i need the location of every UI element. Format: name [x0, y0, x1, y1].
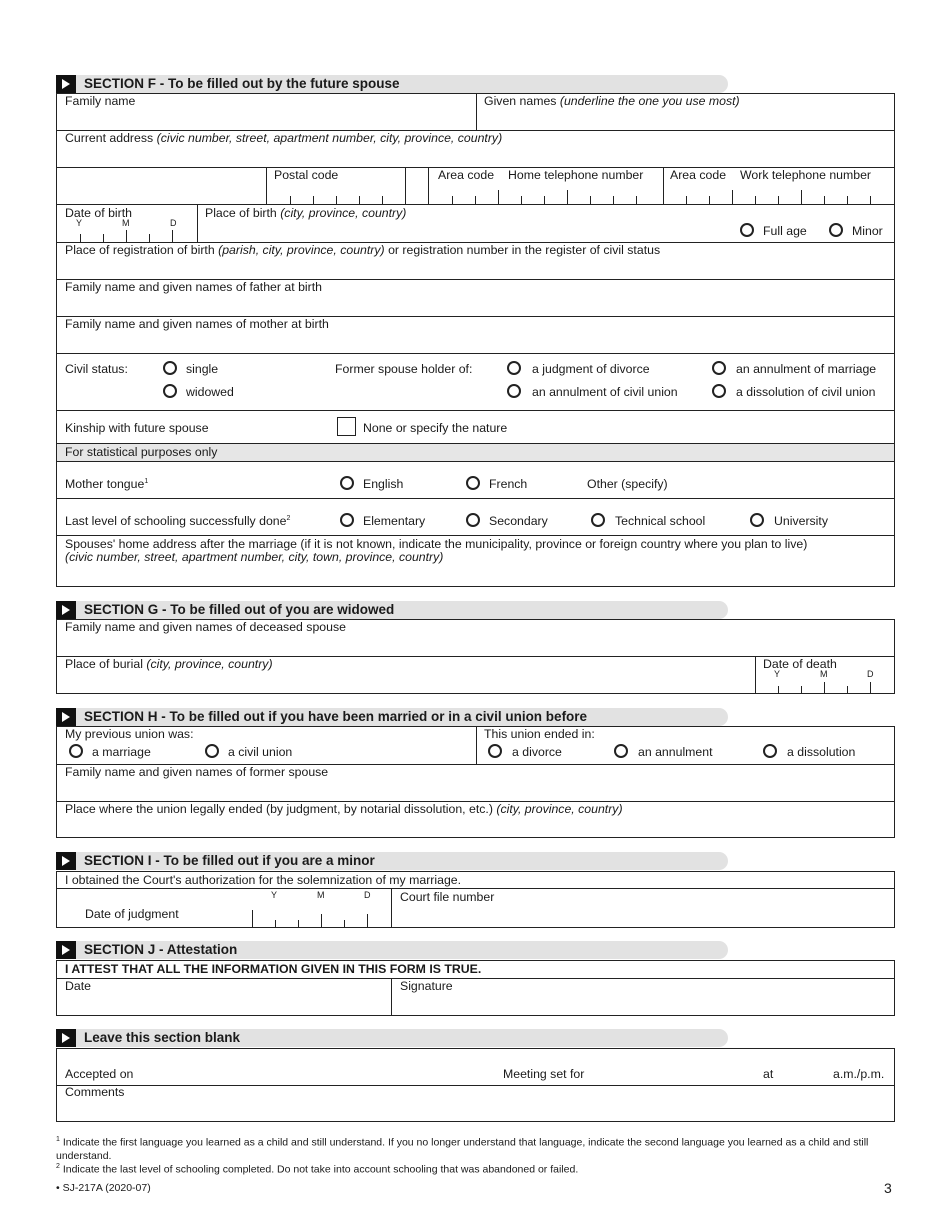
- previous-union-label: My previous union was:: [65, 727, 194, 741]
- day-label: D: [170, 218, 177, 228]
- family-name-label: Family name: [65, 94, 136, 108]
- section-g-header: [56, 601, 728, 619]
- meeting-set-for-label: Meeting set for: [503, 1067, 585, 1081]
- date-of-birth-label: Date of birth: [65, 206, 132, 220]
- current-address-label: Current address: [65, 131, 154, 145]
- work-phone-field[interactable]: [664, 184, 894, 204]
- arrow-icon: [56, 75, 76, 93]
- footnote-2: [56, 1160, 896, 1177]
- place-of-birth-note: (city, province, country): [280, 206, 407, 220]
- kinship-none-label: None or specify the nature: [363, 421, 508, 435]
- university-label: University: [774, 514, 828, 528]
- place-of-birth-field[interactable]: [198, 222, 728, 242]
- area-code-label-1: Area code: [438, 168, 495, 182]
- day-label: D: [867, 669, 874, 679]
- widowed-label: widowed: [186, 385, 234, 399]
- former-spouse-name-label: Family name and given names of former spouse: [65, 765, 329, 779]
- kinship-label: Kinship with future spouse: [65, 421, 209, 435]
- arrow-icon: [56, 708, 76, 726]
- work-phone-label: Work telephone number: [740, 168, 872, 182]
- marriage-label: a marriage: [92, 745, 151, 759]
- kinship-checkbox[interactable]: [337, 417, 356, 436]
- page-number: 3: [884, 1180, 892, 1196]
- postal-code-label: Postal code: [274, 168, 339, 182]
- full-age-label: Full age: [763, 224, 807, 238]
- annulment-marriage-radio[interactable]: [712, 361, 726, 375]
- former-spouse-label: Former spouse holder of:: [335, 362, 473, 376]
- day-label: D: [364, 890, 371, 900]
- section-j-title: SECTION J - Attestation: [84, 942, 238, 957]
- dissolution-label: a dissolution: [787, 745, 856, 759]
- date-field[interactable]: [57, 995, 390, 1015]
- section-i-title: SECTION I - To be filled out if you are a minor: [84, 853, 375, 868]
- university-radio[interactable]: [750, 513, 764, 527]
- section-g-title: SECTION G - To be filled out of you are widowed: [84, 602, 395, 617]
- minor-label: Minor: [852, 224, 883, 238]
- marriage-radio[interactable]: [69, 744, 83, 758]
- place-of-birth-label: Place of birth: [205, 206, 277, 220]
- deceased-field[interactable]: [57, 636, 894, 656]
- year-label: Y: [76, 218, 83, 228]
- french-label: French: [489, 477, 528, 491]
- home-phone-label: Home telephone number: [508, 168, 644, 182]
- dissolution-civil-label: a dissolution of civil union: [736, 385, 876, 399]
- footnote-ref-2: 2: [286, 514, 291, 522]
- civil-status-label: Civil status:: [65, 362, 128, 376]
- section-j-header: [56, 941, 728, 959]
- mother-field[interactable]: [57, 333, 894, 353]
- home-address-label: Spouses' home address after the marriage (if it is not known, indicate the municipality, province or foreign country where you plan to live): [65, 537, 808, 551]
- footnote-1-text: Indicate the first language you learned as a child and still understand. If you no longer understand that language, indicate the second language you learned as a child and still understand.: [56, 1136, 869, 1162]
- signature-label: Signature: [400, 979, 453, 993]
- single-radio[interactable]: [163, 361, 177, 375]
- technical-label: Technical school: [615, 514, 706, 528]
- judgment-divorce-radio[interactable]: [507, 361, 521, 375]
- am-pm-label: a.m./p.m.: [833, 1067, 885, 1081]
- signature-field[interactable]: [392, 995, 894, 1015]
- registration-label: Place of registration of birth: [65, 243, 215, 257]
- arrow-icon: [56, 941, 76, 959]
- elementary-label: Elementary: [363, 514, 426, 528]
- accepted-on-label: Accepted on: [65, 1067, 134, 1081]
- year-label: Y: [774, 669, 781, 679]
- annulment-civil-radio[interactable]: [507, 384, 521, 398]
- year-label: Y: [271, 890, 278, 900]
- footnote-1-number: 1: [56, 1136, 60, 1143]
- dissolution-civil-radio[interactable]: [712, 384, 726, 398]
- footnote-ref-1: 1: [144, 477, 149, 485]
- secondary-radio[interactable]: [466, 513, 480, 527]
- schooling-label: [65, 514, 290, 528]
- month-label: M: [317, 890, 325, 900]
- comments-field[interactable]: [57, 1101, 894, 1121]
- annulment-marriage-label: an annulment of marriage: [736, 362, 877, 376]
- arrow-icon: [56, 601, 76, 619]
- french-radio[interactable]: [466, 476, 480, 490]
- union-ended-label: This union ended in:: [484, 727, 595, 741]
- schooling-text: Last level of schooling successfully done: [65, 514, 287, 528]
- section-h-header: [56, 708, 728, 726]
- form-id: • SJ-217A (2020-07): [56, 1182, 151, 1194]
- blank-section-header: [56, 1029, 728, 1047]
- section-f-header: [56, 75, 728, 93]
- section-f-title: SECTION F - To be filled out by the future spouse: [84, 76, 400, 91]
- current-address-note: (civic number, street, apartment number, city, province, country): [156, 131, 503, 145]
- minor-radio[interactable]: [829, 223, 843, 237]
- registration-note: (parish, city, province, country): [218, 243, 385, 257]
- civil-union-radio[interactable]: [205, 744, 219, 758]
- home-phone-field[interactable]: [429, 184, 663, 204]
- other-language-field[interactable]: [675, 472, 894, 496]
- home-address-field[interactable]: [57, 565, 894, 586]
- court-auth-label: I obtained the Court's authorization for the solemnization of my marriage.: [65, 873, 462, 887]
- burial-label: Place of burial: [65, 657, 143, 671]
- civil-union-label: a civil union: [228, 745, 293, 759]
- annulment-civil-label: an annulment of civil union: [532, 385, 678, 399]
- comments-label: Comments: [65, 1085, 125, 1099]
- section-i-header: [56, 852, 728, 870]
- divorce-radio[interactable]: [488, 744, 502, 758]
- date-of-judgment-label: Date of judgment: [85, 907, 179, 921]
- secondary-label: Secondary: [489, 514, 548, 528]
- place-ended-field[interactable]: [57, 818, 894, 837]
- date-of-death-label: Date of death: [763, 657, 837, 671]
- court-file-label: Court file number: [400, 890, 495, 904]
- date-label: Date: [65, 979, 91, 993]
- given-names-label: Given names: [484, 94, 557, 108]
- family-name-field[interactable]: [57, 94, 475, 130]
- father-label: Family name and given names of father at birth: [65, 280, 322, 294]
- divorce-label: a divorce: [512, 745, 562, 759]
- dissolution-radio[interactable]: [763, 744, 777, 758]
- court-file-field[interactable]: [392, 906, 894, 927]
- blank-section-title: Leave this section blank: [84, 1030, 241, 1045]
- footnote-2-number: 2: [56, 1163, 60, 1170]
- place-ended-label: Place where the union legally ended (by judgment, by notarial dissolution, etc.): [65, 802, 493, 816]
- judgment-divorce-label: a judgment of divorce: [532, 362, 650, 376]
- footnote-1: [56, 1133, 896, 1163]
- month-label: M: [820, 669, 828, 679]
- single-label: single: [186, 362, 219, 376]
- english-radio[interactable]: [340, 476, 354, 490]
- home-address-note: (civic number, street, apartment number, city, town, province, country): [65, 550, 444, 564]
- annulment-radio[interactable]: [614, 744, 628, 758]
- widowed-radio[interactable]: [163, 384, 177, 398]
- month-label: M: [122, 218, 130, 228]
- place-ended-note: (city, province, country): [496, 802, 623, 816]
- area-code-label-2: Area code: [670, 168, 727, 182]
- former-spouse-field[interactable]: [57, 781, 894, 801]
- current-address-field[interactable]: [57, 146, 894, 166]
- annulment-label: an annulment: [638, 745, 713, 759]
- burial-note: (city, province, country): [146, 657, 273, 671]
- at-label: at: [763, 1067, 774, 1081]
- mother-label: Family name and given names of mother at birth: [65, 317, 329, 331]
- registration-field[interactable]: [57, 259, 894, 279]
- father-field[interactable]: [57, 296, 894, 316]
- registration-label-b: or registration number in the register of civil status: [388, 243, 661, 257]
- statistical-label: For statistical purposes only: [65, 445, 218, 459]
- attest-statement: I ATTEST THAT ALL THE INFORMATION GIVEN IN THIS FORM IS TRUE.: [65, 962, 482, 976]
- mother-tongue-text: Mother tongue: [65, 477, 145, 491]
- english-label: English: [363, 477, 404, 491]
- elementary-radio[interactable]: [340, 513, 354, 527]
- deceased-label: Family name and given names of deceased spouse: [65, 620, 346, 634]
- other-language-label: Other (specify): [587, 477, 668, 491]
- given-names-note: (underline the one you use most): [559, 94, 740, 108]
- technical-radio[interactable]: [591, 513, 605, 527]
- full-age-radio[interactable]: [740, 223, 754, 237]
- arrow-icon: [56, 852, 76, 870]
- date-of-death-field[interactable]: [756, 675, 894, 693]
- burial-field[interactable]: [57, 673, 754, 693]
- mother-tongue-label: [65, 477, 148, 491]
- section-h-title: SECTION H - To be filled out if you have been married or in a civil union before: [84, 709, 588, 724]
- footnote-2-text: Indicate the last level of schooling completed. Do not take into account schooling that was abandoned or failed.: [62, 1163, 579, 1176]
- arrow-icon: [56, 1029, 76, 1047]
